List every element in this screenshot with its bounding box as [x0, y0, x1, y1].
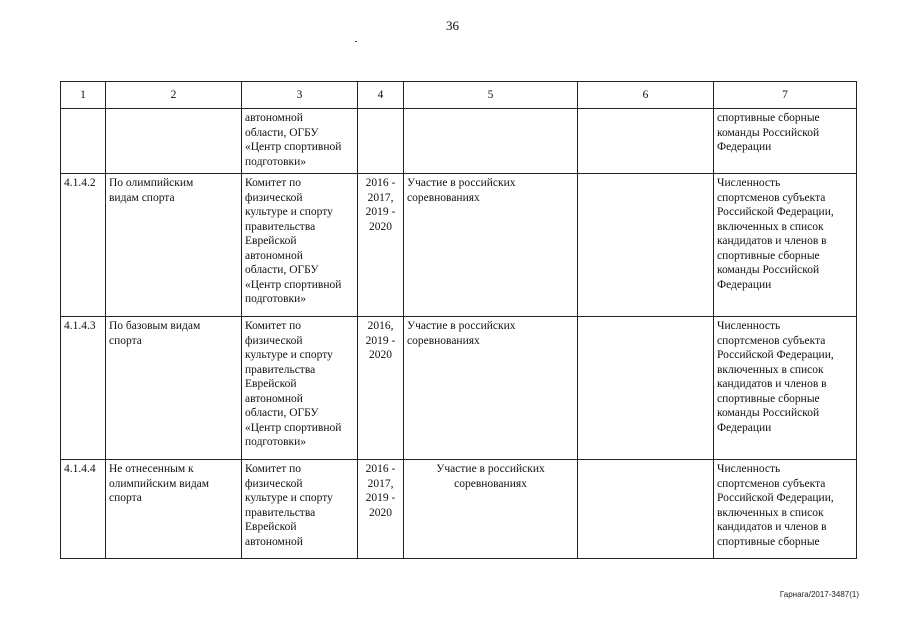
responsible-party: Комитет по физической культуре и спорту правительства Еврейской автономной области, ОГБУ «Центр спортивной подготовки»: [242, 174, 358, 317]
header-cell-3: 3: [242, 82, 358, 109]
indicator: Численность спортсменов субъекта Российской Федерации, включенных в список кандидатов и членов в спортивные сборные: [714, 460, 857, 559]
header-cell-6: 6: [578, 82, 714, 109]
responsible-party: автономной области, ОГБУ «Центр спортивной подготовки»: [242, 109, 358, 174]
period: 2016, 2019 - 2020: [358, 317, 404, 460]
period: [358, 109, 404, 174]
expected-result: Участие в российских соревнованиях: [404, 317, 578, 460]
responsible-party: Комитет по физической культуре и спорту правительства Еврейской автономной: [242, 460, 358, 559]
item-number: 4.1.4.4: [61, 460, 106, 559]
header-cell-1: 1: [61, 82, 106, 109]
page-number: 36: [446, 18, 459, 33]
responsible-party: Комитет по физической культуре и спорту правительства Еврейской автономной области, ОГБУ «Центр спортивной подготовки»: [242, 317, 358, 460]
event-name: По базовым видам спорта: [106, 317, 242, 460]
item-number: [61, 109, 106, 174]
item-number: 4.1.4.2: [61, 174, 106, 317]
column-6-cell: [578, 317, 714, 460]
item-number: 4.1.4.3: [61, 317, 106, 460]
indicator: спортивные сборные команды Российской Федерации: [714, 109, 857, 174]
indicator: Численность спортсменов субъекта Российской Федерации, включенных в список кандидатов и членов в спортивные сборные команды Российской Федерации: [714, 317, 857, 460]
table-header-row: [61, 82, 857, 109]
expected-result: [404, 109, 578, 174]
expected-result: Участие в российских соревнованиях: [404, 174, 578, 317]
period: 2016 - 2017, 2019 - 2020: [358, 174, 404, 317]
header-cell-4: 4: [358, 82, 404, 109]
table-row: [61, 109, 857, 174]
column-6-cell: [578, 174, 714, 317]
expected-result: Участие в российских соревнованиях: [404, 460, 578, 559]
header-cell-5: 5: [404, 82, 578, 109]
table-row: [61, 317, 857, 460]
table-row: [61, 174, 857, 317]
column-6-cell: [578, 460, 714, 559]
data-table: [60, 81, 857, 559]
document-code: Гарнага/2017-3487(1): [779, 590, 859, 599]
event-name: Не отнесенным к олимпийским видам спорта: [106, 460, 242, 559]
header-cell-7: 7: [714, 82, 857, 109]
header-cell-2: 2: [106, 82, 242, 109]
table-row: [61, 460, 857, 559]
event-name: По олимпийским видам спорта: [106, 174, 242, 317]
indicator: Численность спортсменов субъекта Российской Федерации, включенных в список кандидатов и членов в спортивные сборные команды Российской Федерации: [714, 174, 857, 317]
event-name: [106, 109, 242, 174]
scan-speck: [355, 41, 357, 42]
period: 2016 - 2017, 2019 - 2020: [358, 460, 404, 559]
column-6-cell: [578, 109, 714, 174]
